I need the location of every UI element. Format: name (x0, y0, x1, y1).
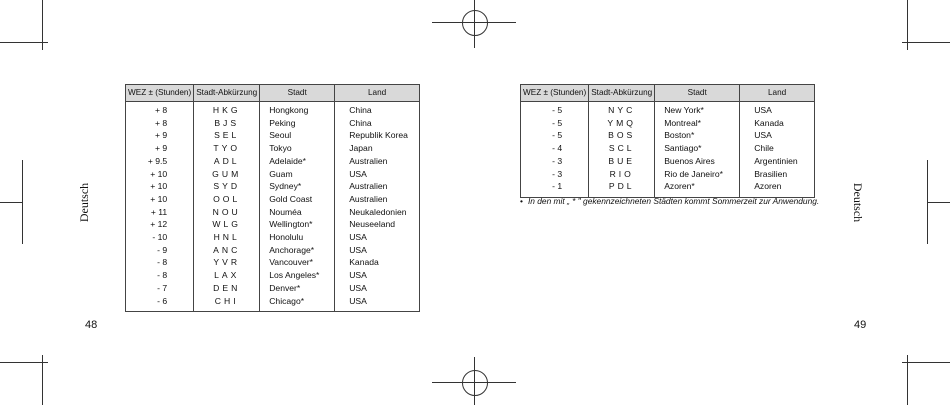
cell-offset: - 1 (521, 180, 589, 197)
cell-offset: - 9 (126, 244, 194, 257)
cell-country: Kanada (335, 256, 420, 269)
table-row (126, 168, 420, 181)
table-row (126, 117, 420, 130)
cell-country: Japan (335, 142, 420, 155)
note-bullet: • (520, 196, 523, 206)
cell-abbreviation: WLG (194, 218, 260, 231)
cell-city: Vancouver* (260, 256, 335, 269)
cell-abbreviation: OOL (194, 193, 260, 206)
cell-city: Nouméa (260, 206, 335, 219)
cell-country: Neukaledonien (335, 206, 420, 219)
cell-abbreviation: ADL (194, 155, 260, 168)
cell-country: Azoren (740, 180, 815, 197)
cell-country: China (335, 102, 420, 117)
cell-abbreviation: NOU (194, 206, 260, 219)
cell-offset: - 4 (521, 142, 589, 155)
cell-offset: + 9 (126, 129, 194, 142)
cell-offset: + 10 (126, 168, 194, 181)
cell-abbreviation: SYD (194, 180, 260, 193)
cell-offset: + 9 (126, 142, 194, 155)
cell-country: Australien (335, 180, 420, 193)
note-text: In den mit „ * " gekennzeichneten Städten kommt Sommerzeit zur Anwendung. (527, 196, 820, 206)
cell-country: USA (740, 102, 815, 117)
cell-city: Seoul (260, 129, 335, 142)
cell-country: USA (335, 282, 420, 295)
page-number-left: 48 (85, 319, 98, 331)
cell-offset: - 6 (126, 295, 194, 312)
cell-city: Gold Coast (260, 193, 335, 206)
cell-city: Los Angeles* (260, 269, 335, 282)
cell-abbreviation: SCL (589, 142, 655, 155)
cell-abbreviation: LAX (194, 269, 260, 282)
table-row (126, 129, 420, 142)
header-country: Land (335, 85, 420, 102)
cell-city: Peking (260, 117, 335, 130)
table-row (521, 142, 815, 155)
header-country: Land (740, 85, 815, 102)
table-row (521, 129, 815, 142)
cell-city: Honolulu (260, 231, 335, 244)
cell-city: Montreal* (655, 117, 740, 130)
cell-offset: - 5 (521, 117, 589, 130)
cell-city: Hongkong (260, 102, 335, 117)
cell-country: Neuseeland (335, 218, 420, 231)
cell-offset: - 8 (126, 269, 194, 282)
cell-offset: + 9.5 (126, 155, 194, 168)
cell-offset: + 12 (126, 218, 194, 231)
table-row (126, 269, 420, 282)
cell-offset: - 3 (521, 168, 589, 181)
table-row (126, 231, 420, 244)
cell-city: Azoren* (655, 180, 740, 197)
page-number-right: 49 (854, 319, 867, 331)
cell-abbreviation: BUE (589, 155, 655, 168)
cell-city: Buenos Aires (655, 155, 740, 168)
cell-offset: - 5 (521, 102, 589, 117)
cell-country: USA (335, 231, 420, 244)
cell-city: Chicago* (260, 295, 335, 312)
cell-abbreviation: DEN (194, 282, 260, 295)
table-row (126, 282, 420, 295)
cell-city: Denver* (260, 282, 335, 295)
cell-offset: + 10 (126, 193, 194, 206)
cell-country: USA (740, 129, 815, 142)
cell-abbreviation: NYC (589, 102, 655, 117)
timezone-table-right (520, 84, 815, 198)
cell-abbreviation: ANC (194, 244, 260, 257)
cell-city: Boston* (655, 129, 740, 142)
table-row (126, 180, 420, 193)
cell-city: Santiago* (655, 142, 740, 155)
cell-abbreviation: PDL (589, 180, 655, 197)
cell-city: Rio de Janeiro* (655, 168, 740, 181)
table-row (126, 155, 420, 168)
cell-country: USA (335, 244, 420, 257)
cell-country: Australien (335, 155, 420, 168)
cell-abbreviation: HKG (194, 102, 260, 117)
header-city: Stadt (260, 85, 335, 102)
cell-offset: - 8 (126, 256, 194, 269)
cell-city: Tokyo (260, 142, 335, 155)
table-row (521, 155, 815, 168)
table-header-row (521, 85, 815, 102)
cell-city: New York* (655, 102, 740, 117)
cell-country: Argentinien (740, 155, 815, 168)
cell-country: USA (335, 295, 420, 312)
cell-offset: - 10 (126, 231, 194, 244)
cell-city: Sydney* (260, 180, 335, 193)
timezone-table-left (125, 84, 420, 312)
cell-abbreviation: TYO (194, 142, 260, 155)
header-abbreviation: Stadt-Abkürzung (589, 85, 655, 102)
cell-offset: + 11 (126, 206, 194, 219)
table-row (521, 117, 815, 130)
cell-country: Brasilien (740, 168, 815, 181)
table-row (126, 102, 420, 117)
cell-offset: + 8 (126, 117, 194, 130)
header-abbreviation: Stadt-Abkürzung (194, 85, 260, 102)
cell-offset: - 7 (126, 282, 194, 295)
table-row (126, 295, 420, 312)
cell-abbreviation: YVR (194, 256, 260, 269)
header-offset: WEZ ± (Stunden) (521, 85, 589, 102)
table-row (126, 206, 420, 219)
cell-city: Adelaide* (260, 155, 335, 168)
side-label-right: Deutsch (851, 182, 866, 223)
cell-offset: - 3 (521, 155, 589, 168)
cell-city: Anchorage* (260, 244, 335, 257)
cell-abbreviation: BJS (194, 117, 260, 130)
cell-abbreviation: RIO (589, 168, 655, 181)
cell-country: Republik Korea (335, 129, 420, 142)
daylight-saving-note (520, 196, 819, 206)
cell-abbreviation: SEL (194, 129, 260, 142)
header-offset: WEZ ± (Stunden) (126, 85, 194, 102)
cell-country: Australien (335, 193, 420, 206)
cell-offset: - 5 (521, 129, 589, 142)
table-row (521, 180, 815, 197)
table-row (521, 102, 815, 117)
table-row (126, 193, 420, 206)
cell-city: Wellington* (260, 218, 335, 231)
cell-abbreviation: CHI (194, 295, 260, 312)
cell-abbreviation: YMQ (589, 117, 655, 130)
cell-abbreviation: GUM (194, 168, 260, 181)
table-row (126, 256, 420, 269)
table-row (126, 142, 420, 155)
table-row (126, 218, 420, 231)
side-label-left: Deutsch (77, 182, 92, 223)
cell-country: USA (335, 269, 420, 282)
cell-country: Chile (740, 142, 815, 155)
header-city: Stadt (655, 85, 740, 102)
table-header-row (126, 85, 420, 102)
cell-country: China (335, 117, 420, 130)
cell-city: Guam (260, 168, 335, 181)
cell-country: USA (335, 168, 420, 181)
cell-abbreviation: HNL (194, 231, 260, 244)
cell-abbreviation: BOS (589, 129, 655, 142)
cell-offset: + 8 (126, 102, 194, 117)
table-row (521, 168, 815, 181)
table-row (126, 244, 420, 257)
cell-country: Kanada (740, 117, 815, 130)
cell-offset: + 10 (126, 180, 194, 193)
